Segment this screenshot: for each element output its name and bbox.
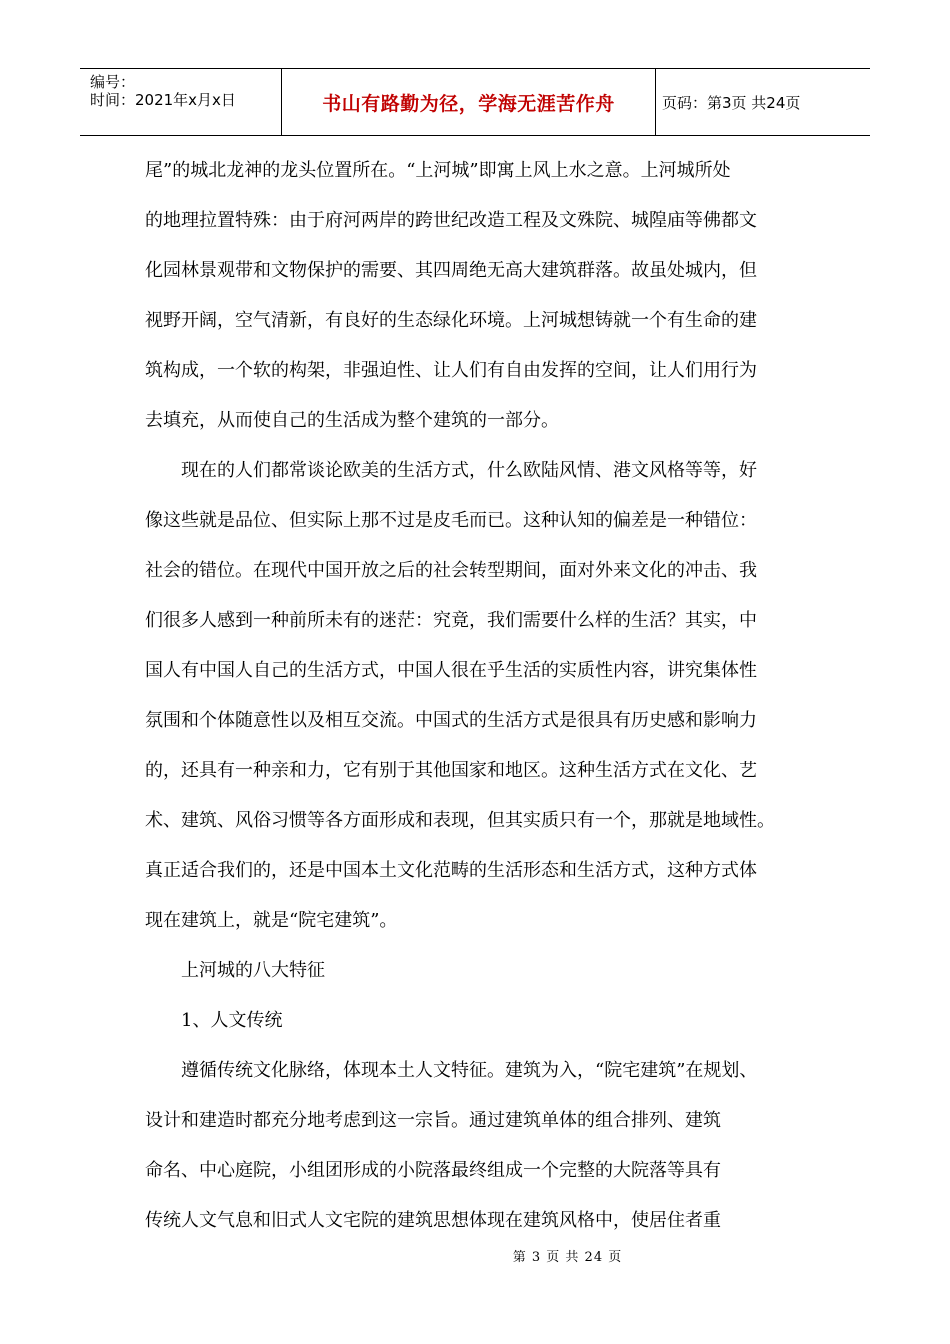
- text-line: 国人有中国人自己的生活方式，中国人很在乎生活的实质性内容，讲究集体性: [145, 660, 757, 681]
- text-line: 术、建筑、风俗习惯等各方面形成和表现，但其实质只有一个，那就是地域性。: [145, 810, 775, 831]
- text-line: 命名、中心庭院，小组团形成的小院落最终组成一个完整的大院落等具有: [145, 1160, 721, 1181]
- text-line: 去填充，从而使自己的生活成为整个建筑的一部分。: [145, 410, 559, 431]
- text-line: 1、人文传统: [181, 1010, 283, 1031]
- document-body: [145, 146, 810, 1246]
- text-line: 尾”的城北龙神的龙头位置所在。“上河城”即寓上风上水之意。上河城所处: [145, 160, 731, 181]
- text-line: 的地理拉置特殊：由于府河两岸的跨世纪改造工程及文殊院、城隍庙等佛都文: [145, 210, 757, 231]
- text-line: 们很多人感到一种前所未有的迷茫：究竟，我们需要什么样的生活？其实，中: [145, 610, 757, 631]
- header-page-cell: [656, 69, 870, 135]
- header-motto-cell: [282, 69, 656, 135]
- page-footer: 第 3 页 共 24 页: [512, 1250, 623, 1265]
- text-line: 的，还具有一种亲和力，它有别于其他国家和地区。这种生活方式在文化、艺: [145, 760, 757, 781]
- page-info: 页码：第3页 共24页: [662, 93, 801, 112]
- header-meta-cell: [80, 69, 282, 135]
- text-line: 遵循传统文化脉络，体现本土人文特征。建筑为入，“院宅建筑”在规划、: [181, 1060, 758, 1081]
- date-label: 时间：2021年x月x日: [90, 91, 236, 109]
- motto-text: 书山有路勤为径，学海无涯苦作舟: [322, 92, 615, 115]
- serial-number-label: 编号：: [90, 73, 136, 91]
- text-line: 现在的人们都常谈论欧美的生活方式，什么欧陆风情、港文风格等等，好: [181, 460, 757, 481]
- text-line: 视野开阔，空气清新，有良好的生态绿化环境。上河城想铸就一个有生命的建: [145, 310, 757, 331]
- text-line: 传统人文气息和旧式人文宅院的建筑思想体现在建筑风格中，使居住者重: [145, 1210, 721, 1231]
- text-line: 氛围和个体随意性以及相互交流。中国式的生活方式是很具有历史感和影响力: [145, 710, 757, 731]
- text-line: 真正适合我们的，还是中国本土文化范畴的生活形态和生活方式，这种方式体: [145, 860, 757, 881]
- text-line: 化园林景观带和文物保护的需要、其四周绝无高大建筑群落。故虽处城内，但: [145, 260, 757, 281]
- text-line: 筑构成，一个软的构架，非强迫性、让人们有自由发挥的空间，让人们用行为: [145, 360, 757, 381]
- page-header: [80, 68, 870, 136]
- text-line: 设计和建造时都充分地考虑到这一宗旨。通过建筑单体的组合排列、建筑: [145, 1110, 721, 1131]
- text-line: 上河城的八大特征: [181, 960, 325, 981]
- text-line: 像这些就是品位、但实际上那不过是皮毛而已。这种认知的偏差是一种错位：: [145, 510, 757, 531]
- text-line: 社会的错位。在现代中国开放之后的社会转型期间，面对外来文化的冲击、我: [145, 560, 757, 581]
- text-line: 现在建筑上，就是“院宅建筑”。: [145, 910, 398, 931]
